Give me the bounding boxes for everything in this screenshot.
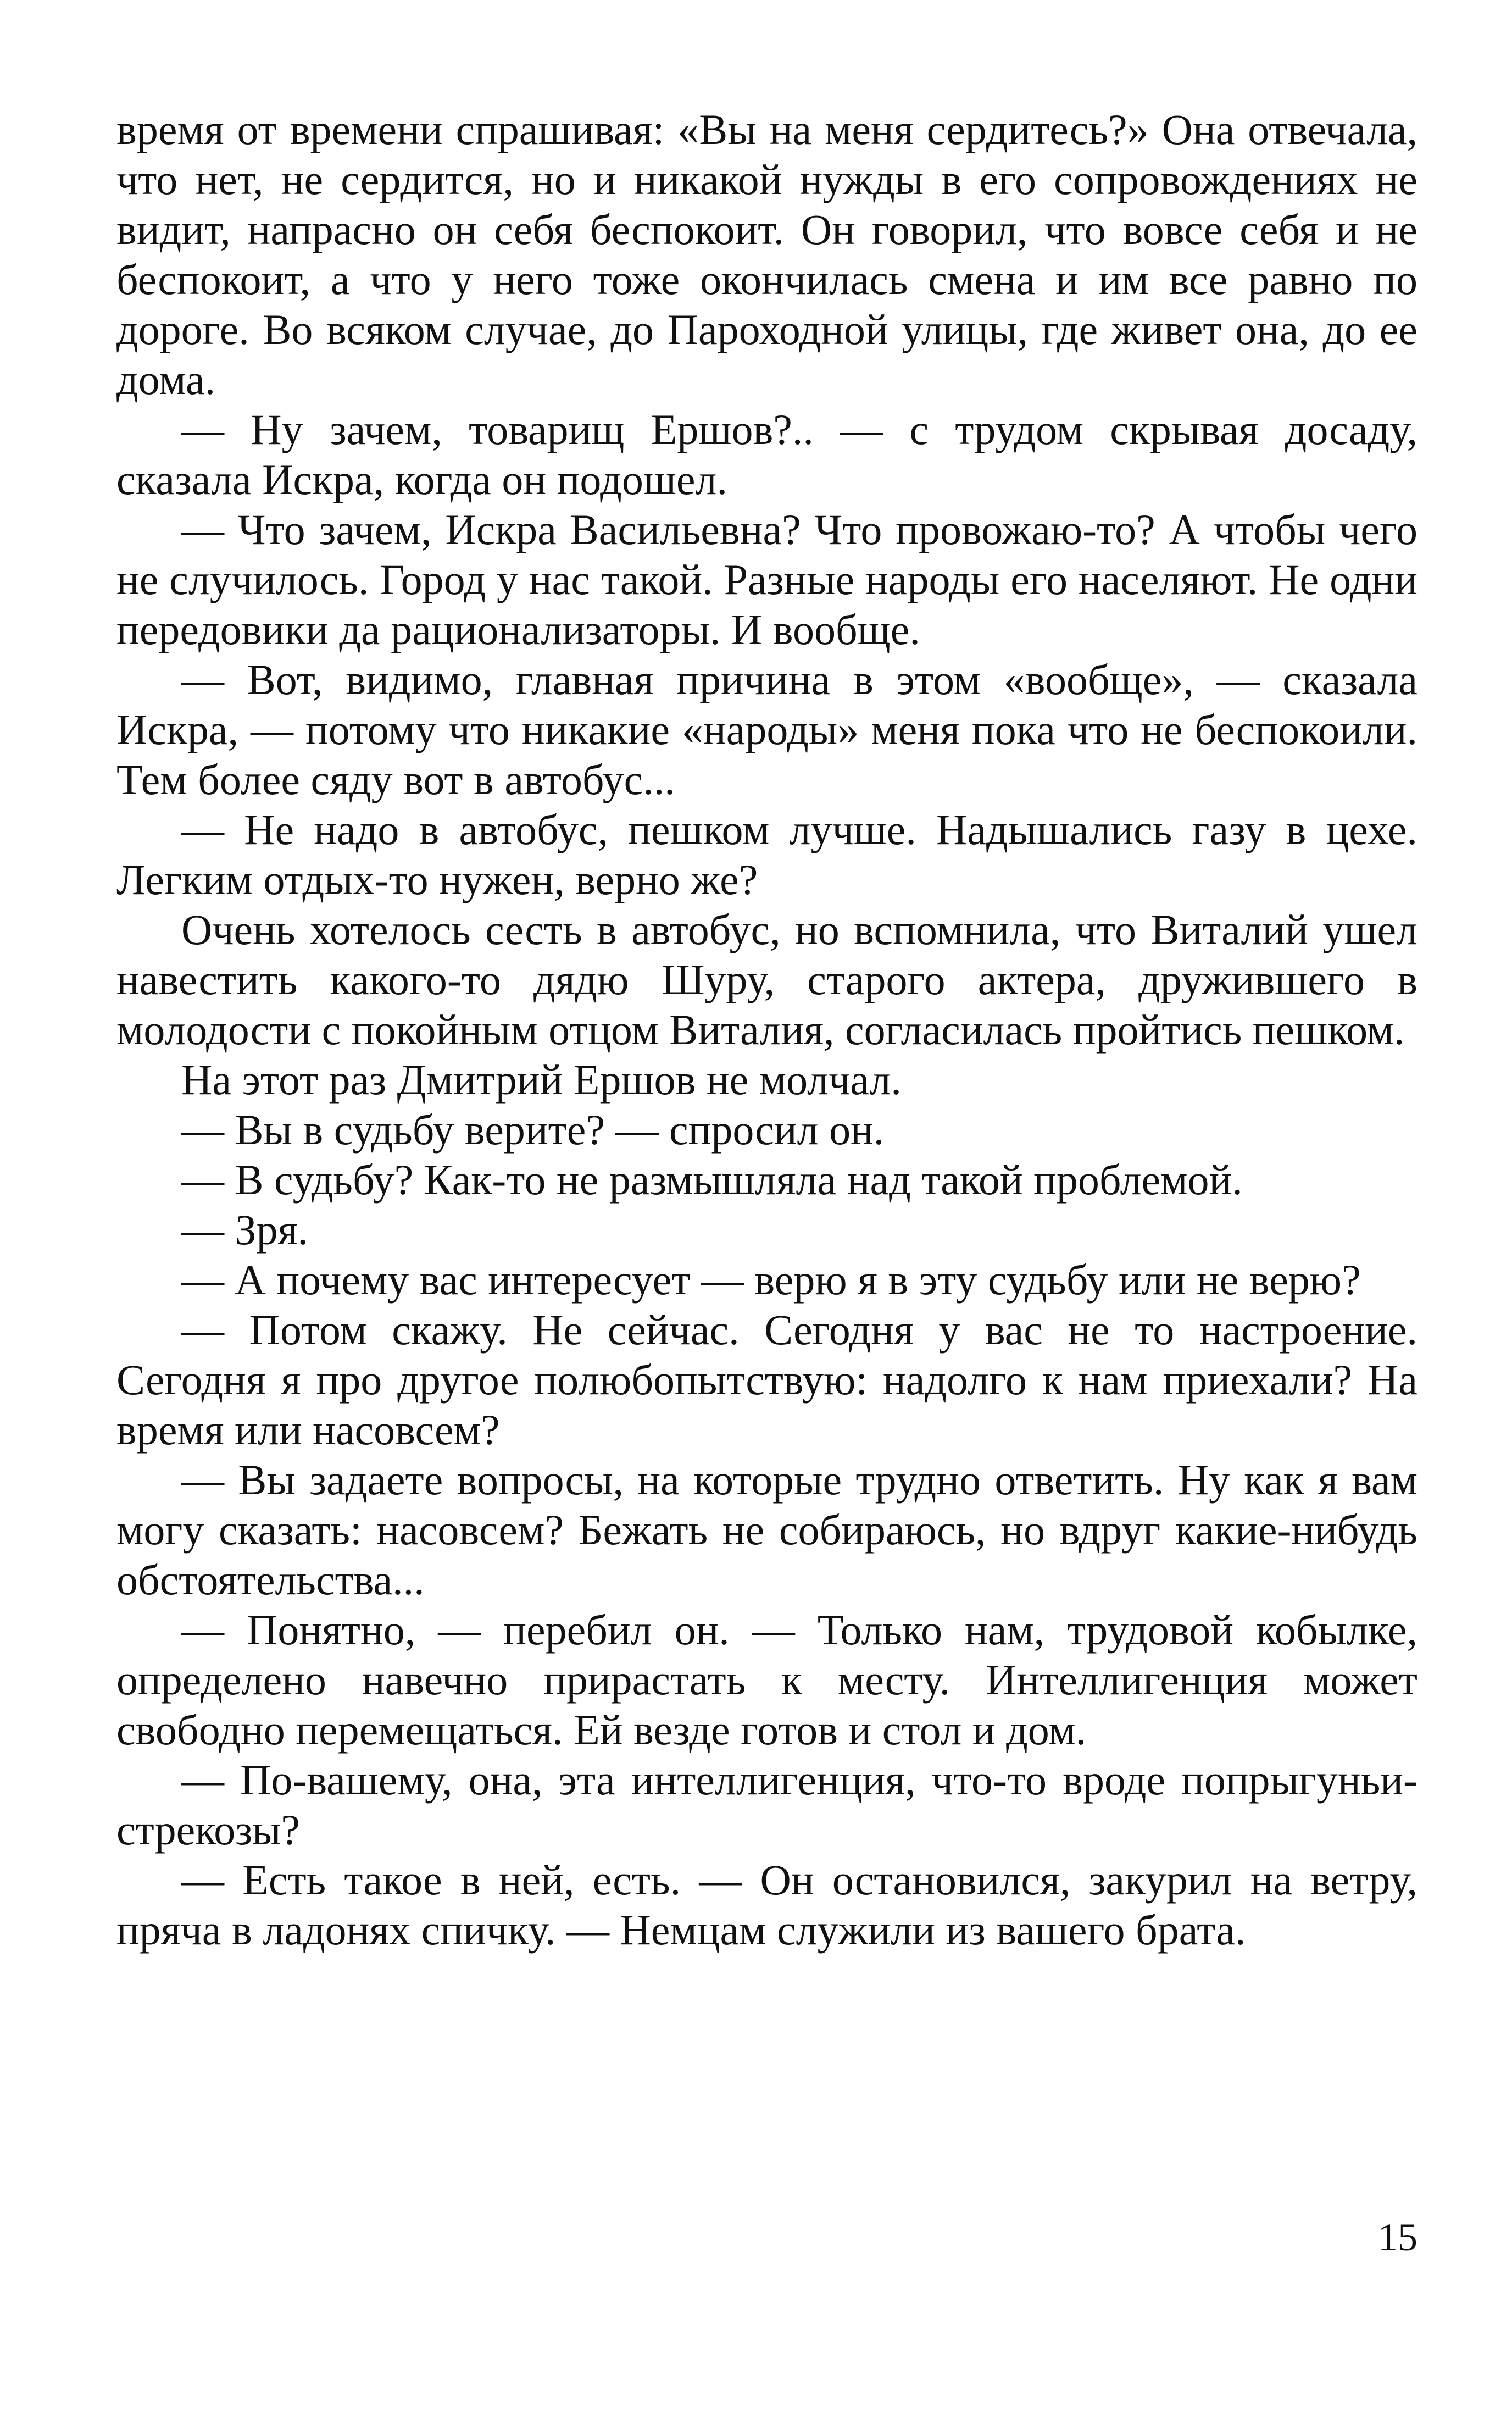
paragraph-2: — Ну зачем, товарищ Ершов?.. — с трудом скрывая досаду, сказала Искра, когда он подошел. [116,406,1418,503]
paragraph-14: — Понятно, — перебил он. — Только нам, трудовой кобылке, определено навечно прирастать к месту. Интеллигенция может свободно перемещаться. Ей везде готов и стол и дом. [116,1606,1418,1754]
paragraph-8: — Вы в судьбу верите? — спросил он. [181,1106,885,1154]
book-page-text [116,104,1418,2336]
paragraph-1: время от времени спрашивая: «Вы на меня сердитесь?» Она отвечала, что нет, не сердится, но и никакой нужды в его сопровождениях не видит, напрасно он себя беспокоит. Он говорил, что вовсе себя и не беспокоит, а что у него тоже окончилась смена и им все равно по дороге. Во всяком случае, до Пароходной улицы, где живет она, до ее дома. [116,106,1418,403]
paragraph-3: — Что зачем, Искра Васильевна? Что провожаю-то? А чтобы чего не случилось. Город у нас такой. Разные народы его населяют. Не одни передовики да рационализаторы. И вообще. [116,506,1418,653]
paragraph-10: — Зря. [181,1206,308,1254]
paragraph-13: — Вы задаете вопросы, на которые трудно ответить. Ну как я вам могу сказать: насовсем? Бежать не собираюсь, но вдруг какие-нибудь обстоятельства... [116,1456,1418,1604]
paragraph-11: — А почему вас интересует — верю я в эту судьбу или не верю? [181,1256,1361,1304]
paragraph-4: — Вот, видимо, главная причина в этом «вообще», — сказала Искра, — потому что никакие «народы» меня пока что не беспокоили. Тем более сяду вот в автобус... [116,656,1418,803]
paragraph-9: — В судьбу? Как-то не размышляла над такой проблемой. [181,1156,1243,1204]
paragraph-5: — Не надо в автобус, пешком лучше. Надышались газу в цехе. Легким отдых-то нужен, верно же? [116,806,1418,903]
paragraph-6: Очень хотелось сесть в автобус, но вспомнила, что Виталий ушел навестить какого-то дядю Шуру, старого актера, дружившего в молодости с покойным отцом Виталия, согласилась пройтись пешком. [116,906,1418,1054]
paragraph-7: На этот раз Дмитрий Ершов не молчал. [181,1056,902,1104]
page-number: 15 [1378,2215,1418,2259]
paragraph-15: — По-вашему, она, эта интеллигенция, что-то вроде попрыгуньи-стрекозы? [116,1756,1418,1854]
paragraph-16: — Есть такое в ней, есть. — Он остановился, закурил на ветру, пряча в ладонях спичку. — Немцам служили из вашего брата. [116,1856,1418,1954]
paragraph-12: — Потом скажу. Не сейчас. Сегодня у вас не то настроение. Сегодня я про другое полюбопытствую: надолго к нам приехали? На время или насовсем? [116,1306,1418,1454]
